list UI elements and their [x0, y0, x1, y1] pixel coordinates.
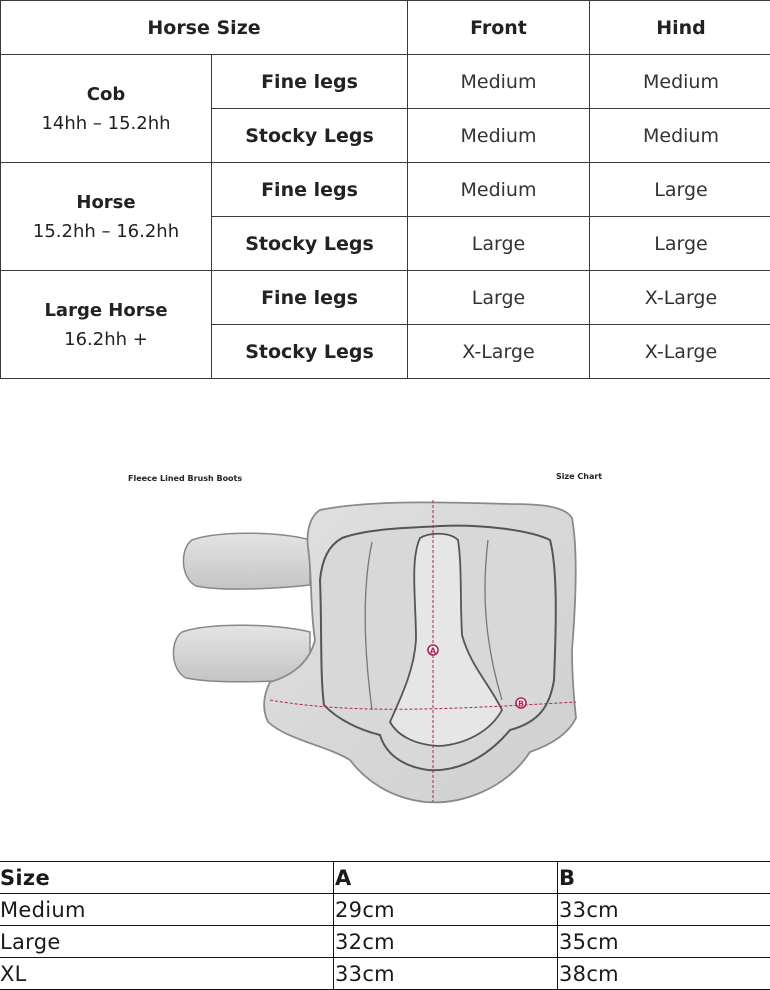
- front-size: Large: [408, 271, 590, 325]
- header-front: Front: [408, 1, 590, 55]
- leg-type: Fine legs: [212, 163, 408, 217]
- diagram-caption-right: Size Chart: [556, 472, 602, 481]
- hind-size: X-Large: [590, 271, 770, 325]
- front-size: Medium: [408, 55, 590, 109]
- leg-type: Stocky Legs: [212, 217, 408, 271]
- table-row: [1, 55, 770, 109]
- hind-size: X-Large: [590, 325, 770, 379]
- marker-a-label: A: [430, 647, 437, 656]
- table-row: [0, 958, 770, 990]
- b-cell: 38cm: [558, 958, 770, 990]
- hind-size: Medium: [590, 55, 770, 109]
- leg-type: Stocky Legs: [212, 109, 408, 163]
- group-name: Cob: [1, 80, 211, 109]
- group-height-range: 14hh – 15.2hh: [1, 109, 211, 138]
- front-size: X-Large: [408, 325, 590, 379]
- size-cell: Medium: [0, 894, 334, 926]
- b-cell: 35cm: [558, 926, 770, 958]
- table-row: [1, 163, 770, 217]
- brush-boot-illustration: [110, 460, 650, 820]
- header-horse-size: Horse Size: [1, 1, 408, 55]
- header-a: A: [334, 862, 558, 894]
- a-cell: 29cm: [334, 894, 558, 926]
- hind-size: Medium: [590, 109, 770, 163]
- hind-size: Large: [590, 217, 770, 271]
- header-hind: Hind: [590, 1, 770, 55]
- hind-size: Large: [590, 163, 770, 217]
- a-cell: 32cm: [334, 926, 558, 958]
- size-cell: XL: [0, 958, 334, 990]
- b-cell: 33cm: [558, 894, 770, 926]
- table-row: [1, 271, 770, 325]
- header-b: B: [558, 862, 770, 894]
- size-table-header-row: [1, 1, 770, 55]
- measurement-header-row: [0, 862, 770, 894]
- table-row: [0, 894, 770, 926]
- leg-type: Fine legs: [212, 271, 408, 325]
- group-horse: [1, 163, 212, 271]
- group-height-range: 15.2hh – 16.2hh: [1, 217, 211, 246]
- strap-top: [183, 533, 310, 589]
- marker-b: [516, 698, 526, 709]
- marker-b-label: B: [518, 700, 524, 709]
- table-row: [0, 926, 770, 958]
- diagram-caption-left: Fleece Lined Brush Boots: [128, 474, 242, 483]
- front-size: Medium: [408, 109, 590, 163]
- brush-boot-diagram: [110, 460, 650, 820]
- group-name: Large Horse: [1, 296, 211, 325]
- measurement-table: [0, 861, 770, 990]
- a-cell: 33cm: [334, 958, 558, 990]
- leg-type: Stocky Legs: [212, 325, 408, 379]
- size-cell: Large: [0, 926, 334, 958]
- group-name: Horse: [1, 188, 211, 217]
- front-size: Large: [408, 217, 590, 271]
- leg-type: Fine legs: [212, 55, 408, 109]
- group-large-horse: [1, 271, 212, 379]
- front-size: Medium: [408, 163, 590, 217]
- group-cob: [1, 55, 212, 163]
- group-height-range: 16.2hh +: [1, 325, 211, 354]
- horse-size-table: [0, 0, 770, 379]
- marker-a: [428, 645, 438, 656]
- header-size: Size: [0, 862, 334, 894]
